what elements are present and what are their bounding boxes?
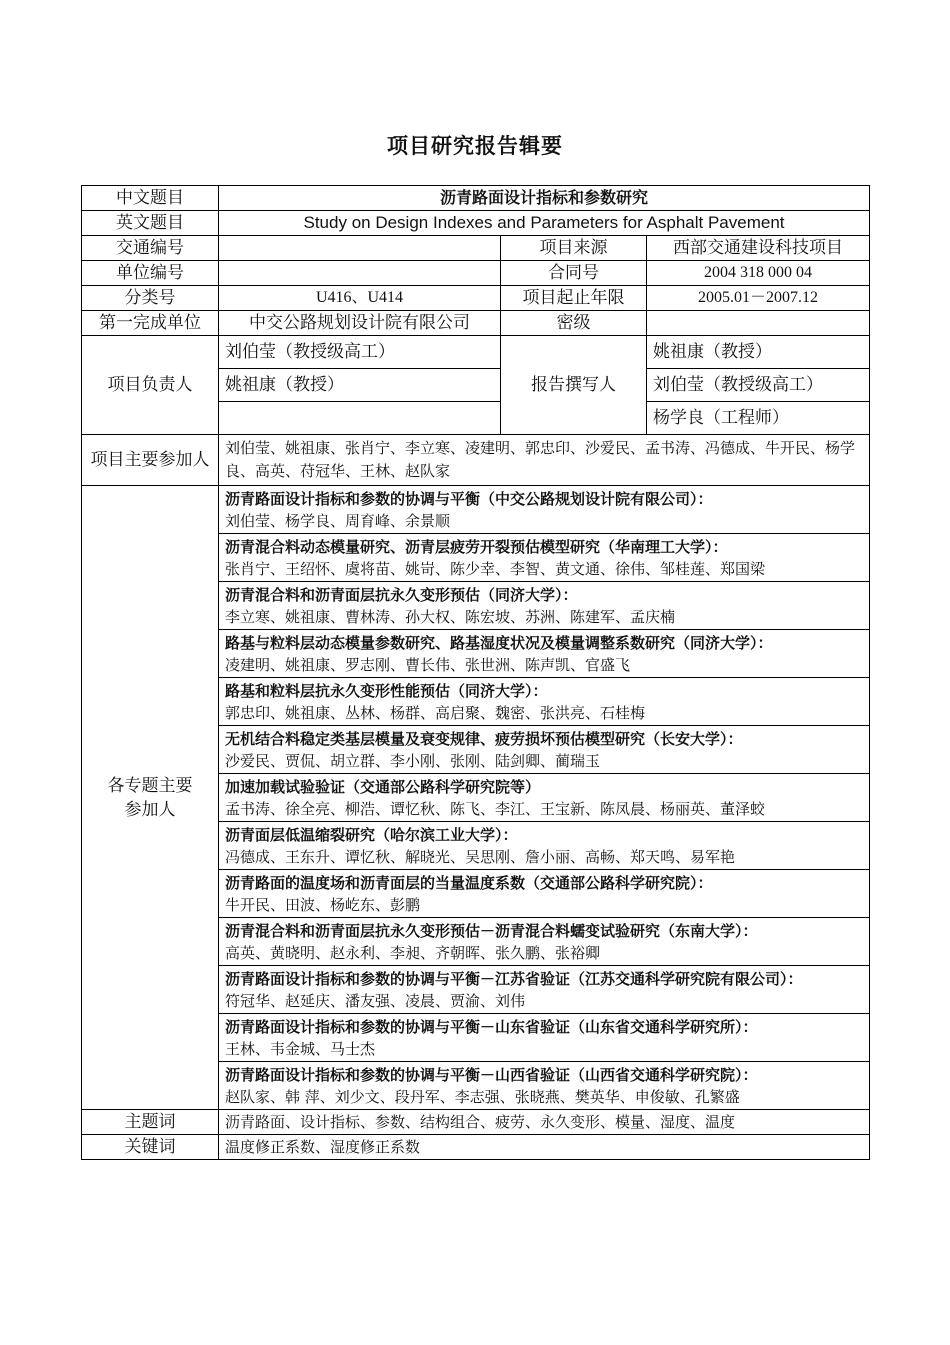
topic-title: 沥青路面的温度场和沥青面层的当量温度系数（交通部公路科学研究院）： <box>225 874 713 892</box>
topic-item <box>219 1062 870 1110</box>
topic-title: 沥青混合料动态模量研究、沥青层疲劳开裂预估模型研究（华南理工大学）： <box>225 538 728 556</box>
label-class-no: 分类号 <box>82 286 219 311</box>
row-participants <box>82 435 870 486</box>
value-leader-3 <box>219 402 501 435</box>
label-subject-words: 主题词 <box>82 1110 219 1135</box>
topic-people: 孟书涛、徐全亮、柳浩、谭忆秋、陈飞、李江、王宝新、陈凤晨、杨丽英、董泽蛟 <box>225 800 766 818</box>
topic-title: 路基和粒料层抗永久变形性能预估（同济大学）： <box>225 682 548 700</box>
topic-item <box>219 582 870 630</box>
topic-people: 符冠华、赵延庆、潘友强、凌晨、贾渝、刘伟 <box>225 992 526 1010</box>
value-keywords: 温度修正系数、湿度修正系数 <box>219 1135 870 1160</box>
topic-item <box>219 774 870 822</box>
topic-people: 郭忠印、姚祖康、丛林、杨群、高启聚、魏密、张洪亮、石桂梅 <box>225 704 646 722</box>
topic-item <box>219 966 870 1014</box>
page-title: 项目研究报告辑要 <box>387 133 563 158</box>
topic-people: 王林、韦金城、马士杰 <box>225 1040 376 1058</box>
topic-people: 冯德成、王东升、谭忆秋、解晓光、吴思刚、詹小丽、高畅、郑天鸣、易军艳 <box>225 848 736 866</box>
value-participants: 刘伯莹、姚祖康、张肖宁、李立寒、凌建明、郭忠印、沙爱民、孟书涛、冯德成、牛开民、杨学良、高英、苻冠华、王林、赵队家 <box>219 435 870 486</box>
label-leader: 项目负责人 <box>82 336 219 435</box>
label-period: 项目起止年限 <box>501 286 647 311</box>
topic-title: 路基与粒料层动态模量参数研究、路基湿度状况及模量调整系数研究（同济大学）： <box>225 634 773 652</box>
row-traffic-no <box>82 236 870 261</box>
label-traffic-no: 交通编号 <box>82 236 219 261</box>
topic-title: 沥青混合料和沥青面层抗永久变形预估（同济大学）： <box>225 586 578 604</box>
label-writers: 报告撰写人 <box>501 336 647 435</box>
report-summary-table <box>81 185 870 1160</box>
value-leader-1: 刘伯莹（教授级高工） <box>219 336 501 369</box>
value-traffic-no <box>219 236 501 261</box>
row-subject-words <box>82 1110 870 1135</box>
label-contract-no: 合同号 <box>501 261 647 286</box>
label-unit-no: 单位编号 <box>82 261 219 286</box>
row-leader-1 <box>82 336 870 369</box>
value-subject-words: 沥青路面、设计指标、参数、结构组合、疲劳、永久变形、模量、湿度、温度 <box>219 1110 870 1135</box>
row-unit-no <box>82 261 870 286</box>
value-writer-1: 姚祖康（教授） <box>647 336 870 369</box>
topic-people: 李立寒、姚祖康、曹林涛、孙大权、陈宏坡、苏洲、陈建军、孟庆楠 <box>225 608 676 626</box>
topic-title: 沥青面层低温缩裂研究（哈尔滨工业大学）： <box>225 826 518 844</box>
value-writer-2: 刘伯莹（教授级高工） <box>647 369 870 402</box>
value-secret <box>647 311 870 336</box>
topic-people: 牛开民、田波、杨屹东、彭鹏 <box>225 896 421 914</box>
value-en-title: Study on Design Indexes and Parameters for Asphalt Pavement <box>219 211 870 236</box>
label-secret: 密级 <box>501 311 647 336</box>
row-topic-1 <box>82 486 870 534</box>
topic-people: 凌建明、姚祖康、罗志刚、曹长伟、张世洲、陈声凯、官盛飞 <box>225 656 631 674</box>
label-first-unit: 第一完成单位 <box>82 311 219 336</box>
topic-people: 赵队家、韩 萍、刘少文、段丹军、李志强、张晓燕、樊英华、申俊敏、孔繁盛 <box>225 1088 740 1106</box>
row-en-title <box>82 211 870 236</box>
topic-people: 高英、黄晓明、赵永利、李昶、齐朝晖、张久鹏、张裕卿 <box>225 944 601 962</box>
value-unit-no <box>219 261 501 286</box>
value-source: 西部交通建设科技项目 <box>647 236 870 261</box>
label-keywords: 关键词 <box>82 1135 219 1160</box>
label-cn-title: 中文题目 <box>82 186 219 211</box>
label-topic-participants: 各专题主要参加人 <box>82 486 219 1110</box>
topic-item <box>219 486 870 534</box>
topic-title: 无机结合料稳定类基层模量及衰变规律、疲劳损坏预估模型研究（长安大学）： <box>225 730 743 748</box>
label-source: 项目来源 <box>501 236 647 261</box>
topic-item <box>219 1014 870 1062</box>
topic-item <box>219 822 870 870</box>
value-period: 2005.01－2007.12 <box>647 286 870 311</box>
value-writer-3: 杨学良（工程师） <box>647 402 870 435</box>
value-leader-2: 姚祖康（教授） <box>219 369 501 402</box>
topic-item <box>219 678 870 726</box>
topic-item <box>219 726 870 774</box>
row-first-unit <box>82 311 870 336</box>
label-participants: 项目主要参加人 <box>82 435 219 486</box>
topic-item <box>219 870 870 918</box>
topic-item <box>219 630 870 678</box>
topic-title: 沥青路面设计指标和参数的协调与平衡－山西省验证（山西省交通科学研究院）： <box>225 1066 758 1084</box>
value-contract-no: 2004 318 000 04 <box>647 261 870 286</box>
topic-people: 沙爱民、贾侃、胡立群、李小刚、张刚、陆剑卿、蔺瑞玉 <box>225 752 601 770</box>
topic-item <box>219 534 870 582</box>
topic-item <box>219 918 870 966</box>
topic-title: 沥青路面设计指标和参数的协调与平衡（中交公路规划设计院有限公司）： <box>225 490 713 508</box>
topic-people: 刘伯莹、杨学良、周育峰、余景顺 <box>225 512 451 530</box>
value-first-unit: 中交公路规划设计院有限公司 <box>219 311 501 336</box>
topic-title: 沥青路面设计指标和参数的协调与平衡－江苏省验证（江苏交通科学研究院有限公司）： <box>225 970 803 988</box>
label-en-title: 英文题目 <box>82 211 219 236</box>
row-class-no <box>82 286 870 311</box>
topic-people: 张肖宁、王绍怀、虞将苗、姚岢、陈少幸、李智、黄文通、徐伟、邹桂莲、郑国梁 <box>225 560 766 578</box>
topic-title: 加速加载试验验证（交通部公路科学研究院等） <box>225 778 541 796</box>
row-cn-title <box>82 186 870 211</box>
row-keywords <box>82 1135 870 1160</box>
topic-title: 沥青混合料和沥青面层抗永久变形预估－沥青混合料蠕变试验研究（东南大学）： <box>225 922 758 940</box>
topic-title: 沥青路面设计指标和参数的协调与平衡－山东省验证（山东省交通科学研究所）： <box>225 1018 758 1036</box>
value-cn-title: 沥青路面设计指标和参数研究 <box>219 186 870 211</box>
value-class-no: U416、U414 <box>219 286 501 311</box>
